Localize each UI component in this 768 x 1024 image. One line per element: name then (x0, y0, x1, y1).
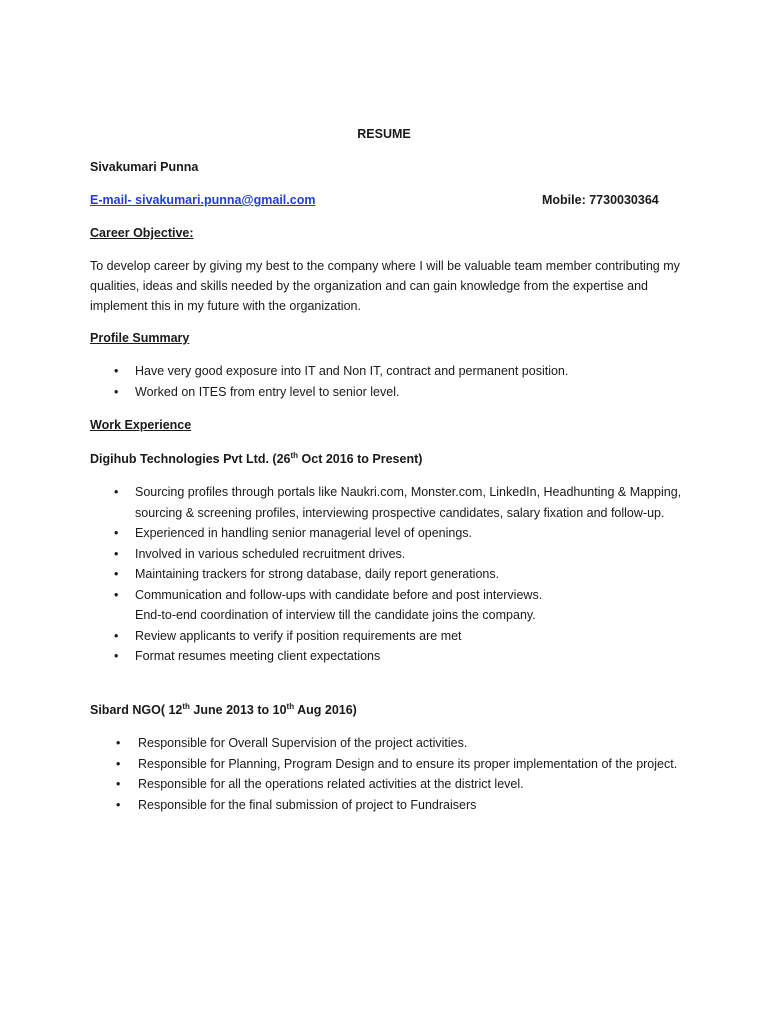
company-text: Aug 2016) (294, 703, 357, 717)
profile-summary-list (90, 361, 690, 402)
date-suffix: th (290, 450, 299, 460)
work-experience-heading: Work Experience (90, 418, 192, 432)
company-text: Sibard NGO( 12 (90, 703, 183, 717)
list-item: • Responsible for all the operations related activities at the district level. (90, 774, 690, 795)
job-title-sibard (90, 700, 357, 720)
document-title: RESUME (357, 127, 411, 141)
list-item: • Review applicants to verify if position requirements are met (90, 626, 685, 647)
date-suffix: th (182, 701, 190, 711)
list-item: • Have very good exposure into IT and Non IT, contract and permanent position. (90, 361, 690, 382)
list-item: • Sourcing profiles through portals like Naukri.com, Monster.com, LinkedIn, Headhunting & Mapping, sourcing & screening profiles, interviewing prospective candidates, salary fixation and follow-up. (90, 482, 685, 523)
job-title-digihub (90, 449, 422, 469)
list-item: • Maintaining trackers for strong database, daily report generations. (90, 564, 685, 585)
list-item: End-to-end coordination of interview till the candidate joins the company. (135, 608, 536, 622)
profile-summary-heading: Profile Summary (90, 331, 190, 345)
list-item: • Responsible for Planning, Program Design and to ensure its proper implementation of the project. (90, 754, 690, 775)
list-item: • Worked on ITES from entry level to senior level. (90, 382, 690, 403)
list-item: • Experienced in handling senior managerial level of openings. (90, 523, 685, 544)
company-text: Oct 2016 to Present) (298, 452, 423, 466)
email-link[interactable]: E-mail- sivakumari.punna@gmail.com (90, 193, 316, 207)
company-text: June 2013 to 10 (189, 703, 287, 717)
job-sibard-list (90, 733, 690, 815)
career-objective-heading: Career Objective: (90, 226, 194, 240)
list-item: • Communication and follow-ups with candidate before and post interviews. (90, 585, 685, 606)
job-digihub-list (90, 482, 685, 667)
candidate-name: Sivakumari Punna (90, 160, 199, 174)
list-item: • Responsible for the final submission of project to Fundraisers (90, 795, 690, 816)
list-item: • Involved in various scheduled recruitment drives. (90, 544, 685, 565)
career-objective-text: To develop career by giving my best to the company where I will be valuable team member contributing my qualities, ideas and skills needed by the organization and can gain knowledge from the expertise and implement this in my future with the organization. (90, 259, 680, 313)
company-text: Digihub Technologies Pvt Ltd. (26 (90, 452, 291, 466)
list-item: • Format resumes meeting client expectations (90, 646, 685, 667)
list-item: • Responsible for Overall Supervision of the project activities. (90, 733, 690, 754)
mobile-number: Mobile: 7730030364 (542, 193, 659, 207)
date-suffix: th (286, 701, 295, 711)
